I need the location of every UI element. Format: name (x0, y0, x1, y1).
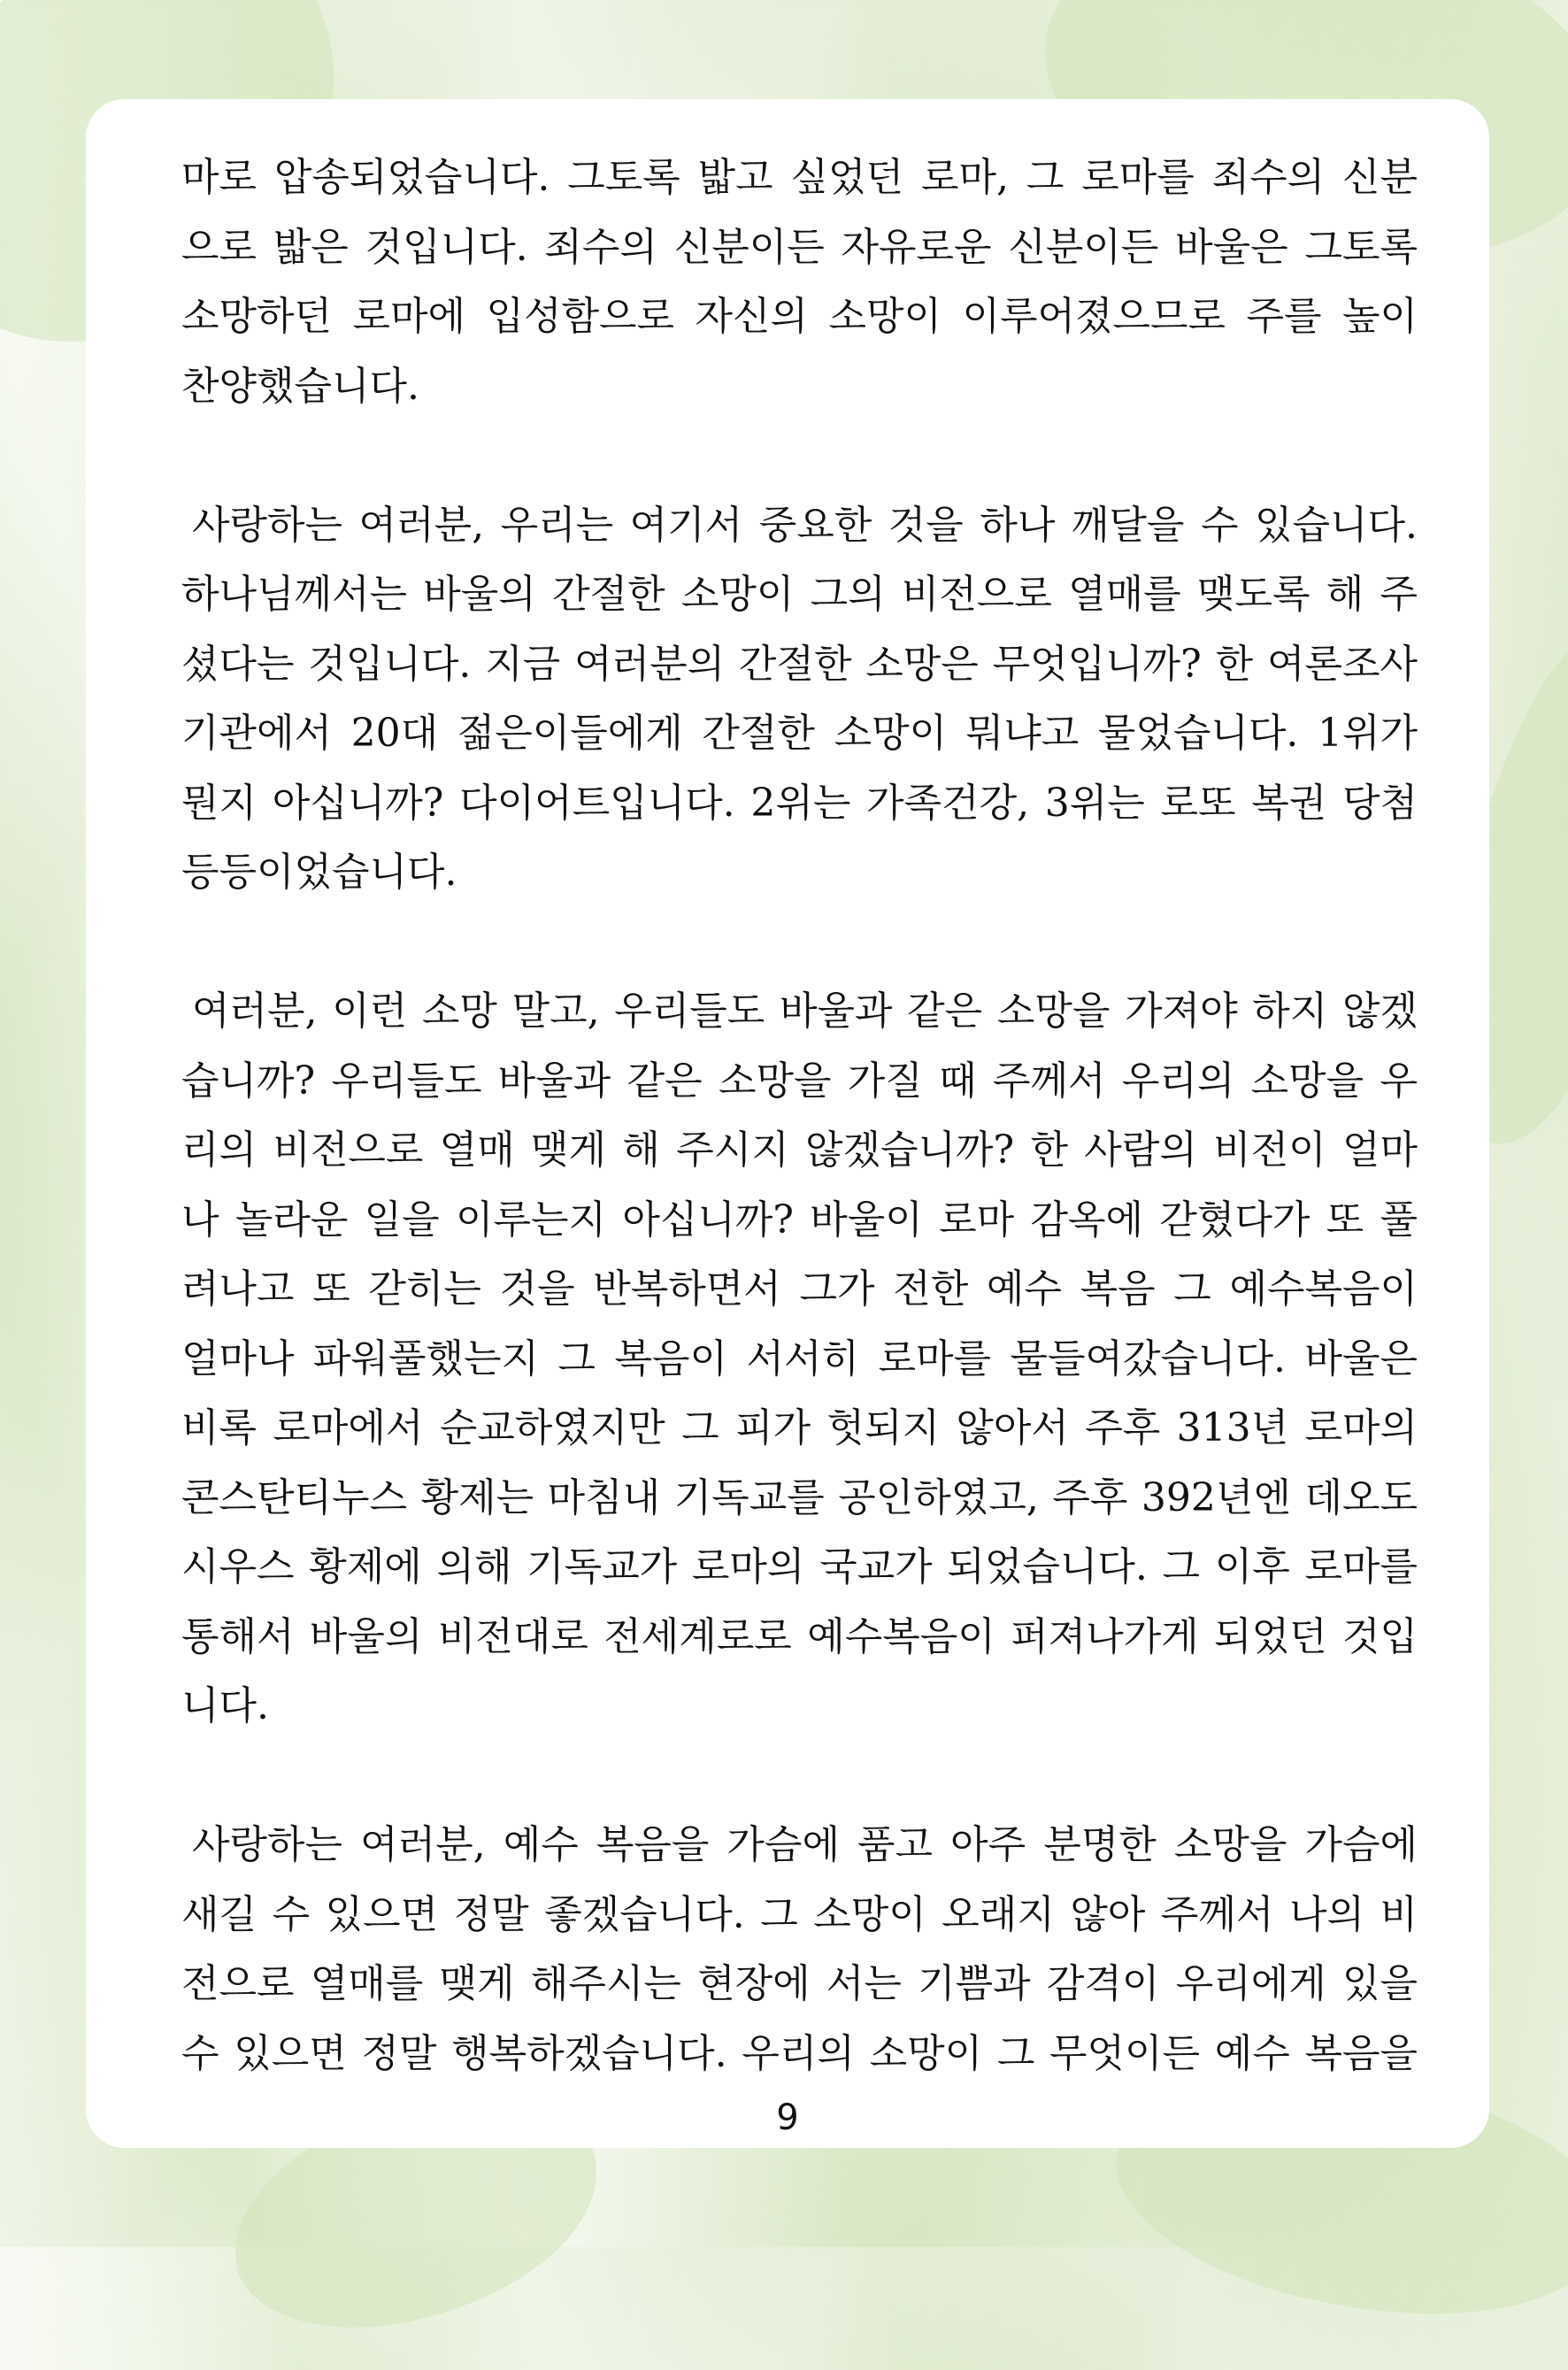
text-line: 마로 압송되었습니다. 그토록 밟고 싶었던 로마, 그 로마를 죄수의 신분 (181, 155, 1418, 200)
text-line: 새길 수 있으면 정말 좋겠습니다. 그 소망이 오래지 않아 주께서 나의 비 (181, 1891, 1418, 1937)
text-line: 찬양했습니다. (181, 363, 420, 409)
text-line: 비록 로마에서 순교하였지만 그 피가 헛되지 않아서 주후 313년 로마의 (181, 1405, 1418, 1450)
text-line: 얼마나 파워풀했는지 그 복음이 서서히 로마를 물들여갔습니다. 바울은 (181, 1335, 1418, 1381)
text-line: 리의 비전으로 열매 맺게 해 주시지 않겠습니까? 한 사람의 비전이 얼마 (181, 1127, 1418, 1173)
text-line: 소망하던 로마에 입성함으로 자신의 소망이 이루어졌으므로 주를 높이 (181, 294, 1418, 339)
paragraph-gap (181, 421, 1418, 491)
body-text (181, 143, 1418, 2089)
text-line: 등등이었습니다. (181, 850, 457, 895)
page-number: 9 (776, 2097, 799, 2138)
paragraph-gap (181, 1742, 1418, 1812)
page-card (86, 99, 1489, 2148)
text-line: 셨다는 것입니다. 지금 여러분의 간절한 소망은 무엇입니까? 한 여론조사 (181, 641, 1418, 687)
text-line: 통해서 바울의 비전대로 전세계로로 예수복음이 퍼져나가게 되었던 것입 (181, 1613, 1418, 1659)
text-line: 여러분, 이런 소망 말고, 우리들도 바울과 같은 소망을 가져야 하지 않겠 (192, 989, 1418, 1034)
text-line: 니다. (181, 1683, 269, 1728)
text-line: 시우스 황제에 의해 기독교가 로마의 국교가 되었습니다. 그 이후 로마를 (181, 1544, 1418, 1589)
text-line: 사랑하는 여러분, 예수 복음을 가슴에 품고 아주 분명한 소망을 가슴에 (192, 1822, 1418, 1867)
paragraph-gap (181, 908, 1418, 978)
text-line: 하나님께서는 바울의 간절한 소망이 그의 비전으로 열매를 맺도록 해 주 (181, 572, 1418, 617)
text-line: 기관에서 20대 젊은이들에게 간절한 소망이 뭐냐고 물었습니다. 1위가 (181, 711, 1418, 756)
text-line: 나 놀라운 일을 이루는지 아십니까? 바울이 로마 감옥에 갇혔다가 또 풀 (181, 1197, 1418, 1243)
text-line: 전으로 열매를 맺게 해주시는 현장에 서는 기쁨과 감격이 우리에게 있을 (181, 1961, 1418, 2006)
text-line: 사랑하는 여러분, 우리는 여기서 중요한 것을 하나 깨달을 수 있습니다. (192, 502, 1418, 548)
text-line: 려나고 또 갇히는 것을 반복하면서 그가 전한 예수 복음 그 예수복음이 (181, 1266, 1418, 1312)
text-line: 으로 밟은 것입니다. 죄수의 신분이든 자유로운 신분이든 바울은 그토록 (181, 224, 1418, 270)
text-line: 수 있으면 정말 행복하겠습니다. 우리의 소망이 그 무엇이든 예수 복음을 (181, 2030, 1418, 2076)
text-line: 뭔지 아십니까? 다이어트입니다. 2위는 가족건강, 3위는 로또 복권 당첨 (181, 780, 1418, 826)
text-line: 콘스탄티누스 황제는 마침내 기독교를 공인하였고, 주후 392년엔 데오도 (181, 1474, 1418, 1520)
text-line: 습니까? 우리들도 바울과 같은 소망을 가질 때 주께서 우리의 소망을 우 (181, 1058, 1418, 1104)
